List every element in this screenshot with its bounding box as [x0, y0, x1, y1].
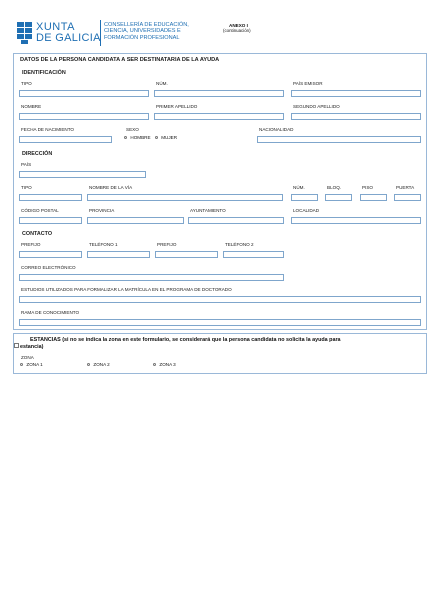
candidate-section-title: DATOS DE LA PERSONA CANDIDATA A SER DESTINATARIA DE LA AYUDA [20, 57, 220, 63]
zona-label: ZONA [21, 355, 34, 360]
zona3-label: ZONA 3 [159, 362, 176, 367]
correo-field[interactable] [19, 274, 284, 281]
pais-emisor-field[interactable] [291, 90, 421, 97]
hombre-label: HOMBRE [130, 135, 151, 140]
sexo-options [124, 135, 177, 141]
ayuntamiento-label: AYUNTAMIENTO [190, 208, 226, 213]
puerta-field[interactable] [394, 194, 421, 201]
num-field[interactable] [154, 90, 284, 97]
department-line-1: CONSELLERÍA DE EDUCACIÓN, [104, 22, 189, 28]
nombre-label: NOMBRE [21, 104, 42, 109]
num-via-label: NÚM. [293, 185, 305, 190]
bloq-field[interactable] [325, 194, 352, 201]
codigo-postal-label: CÓDIGO POSTAL [21, 208, 59, 213]
fecha-nacimiento-label: FECHA DE NACIMIENTO [21, 127, 75, 132]
mujer-radio[interactable] [155, 136, 158, 139]
direccion-heading: DIRECCIÓN [22, 151, 53, 157]
department-line-2: CIENCIA, UNIVERSIDADES E [104, 28, 181, 35]
rama-field[interactable] [19, 319, 421, 326]
zona2-label: ZONA 2 [93, 362, 110, 367]
identification-heading: IDENTIFICACIÓN [22, 70, 66, 76]
estancias-title-line-1: ESTANCIAS (si no se indica la zona en este formulario, se considerará que la persona candidata no solicita la ayuda para [30, 337, 341, 343]
num-label: NÚM. [156, 81, 168, 86]
zona1-option[interactable] [20, 362, 43, 368]
tipo-via-label: TIPO [21, 185, 32, 190]
logo-text-galicia: DE GALICIA [36, 32, 101, 44]
provincia-label: PROVINCIA [89, 208, 115, 213]
prefijo2-label: PREFIJO [157, 242, 177, 247]
tipo-field[interactable] [19, 90, 149, 97]
sexo-label: SEXO [126, 127, 139, 132]
nacionalidad-label: NACIONALIDAD [259, 127, 294, 132]
estudios-field[interactable] [19, 296, 421, 303]
rama-label: RAMA DE CONOCIMIENTO [21, 310, 80, 315]
pais-label: PAÍS [21, 162, 32, 167]
zona3-option[interactable] [153, 362, 176, 368]
telefono1-label: TELÉFONO 1 [89, 242, 118, 247]
localidad-label: LOCALIDAD [293, 208, 320, 213]
piso-field[interactable] [360, 194, 387, 201]
codigo-postal-field[interactable] [19, 217, 82, 224]
nombre-field[interactable] [19, 113, 149, 120]
xunta-emblem-icon [17, 22, 33, 44]
pais-emisor-label: PAÍS EMISOR [293, 81, 323, 86]
estancias-title-line-2: estancia) [20, 344, 44, 350]
header-divider [100, 20, 101, 46]
telefono2-field[interactable] [223, 251, 284, 258]
prefijo2-field[interactable] [155, 251, 218, 258]
xunta-logo [17, 21, 101, 47]
zona3-radio[interactable] [153, 363, 156, 366]
hombre-radio[interactable] [124, 136, 127, 139]
primer-apellido-label: PRIMER APELLIDO [156, 104, 198, 109]
zona1-label: ZONA 1 [26, 362, 43, 367]
zona2-radio[interactable] [87, 363, 90, 366]
nacionalidad-field[interactable] [257, 136, 421, 143]
primer-apellido-field[interactable] [154, 113, 284, 120]
logo-text-xunta: XUNTA [36, 21, 75, 33]
tipo-via-field[interactable] [19, 194, 82, 201]
department-name [104, 22, 189, 41]
segundo-apellido-label: SEGUNDO APELLIDO [293, 104, 340, 109]
provincia-field[interactable] [87, 217, 184, 224]
zona1-radio[interactable] [20, 363, 23, 366]
num-via-field[interactable] [291, 194, 318, 201]
estancias-title [20, 337, 424, 351]
zona2-option[interactable] [87, 362, 110, 368]
pais-field[interactable] [19, 171, 146, 178]
segundo-apellido-field[interactable] [291, 113, 421, 120]
annex-title: ANEXO I [229, 23, 248, 28]
telefono1-field[interactable] [87, 251, 150, 258]
estancias-checkbox[interactable] [14, 337, 19, 355]
telefono2-label: TELÉFONO 2 [225, 242, 254, 247]
fecha-nacimiento-field[interactable] [19, 136, 112, 143]
tipo-label: TIPO [21, 81, 32, 86]
puerta-label: PUERTA [396, 185, 415, 190]
prefijo1-label: PREFIJO [21, 242, 41, 247]
localidad-field[interactable] [291, 217, 421, 224]
mujer-label: MUJER [161, 135, 178, 140]
ayuntamiento-field[interactable] [188, 217, 284, 224]
prefijo1-field[interactable] [19, 251, 82, 258]
estudios-label: ESTUDIOS UTILIZADOS PARA FORMALIZAR LA MATRÍCULA EN EL PROGRAMA DE DOCTORADO [21, 287, 232, 292]
nombre-via-field[interactable] [87, 194, 283, 201]
department-line-3: FORMACIÓN PROFESIONAL [104, 34, 180, 41]
contacto-heading: CONTACTO [22, 231, 53, 237]
annex-subtitle: (continuación) [223, 28, 251, 33]
correo-label: CORREO ELECTRÓNICO [21, 265, 76, 270]
bloq-label: BLOQ. [327, 185, 342, 190]
nombre-via-label: NOMBRE DE LA VÍA [89, 185, 133, 190]
piso-label: PISO [362, 185, 373, 190]
